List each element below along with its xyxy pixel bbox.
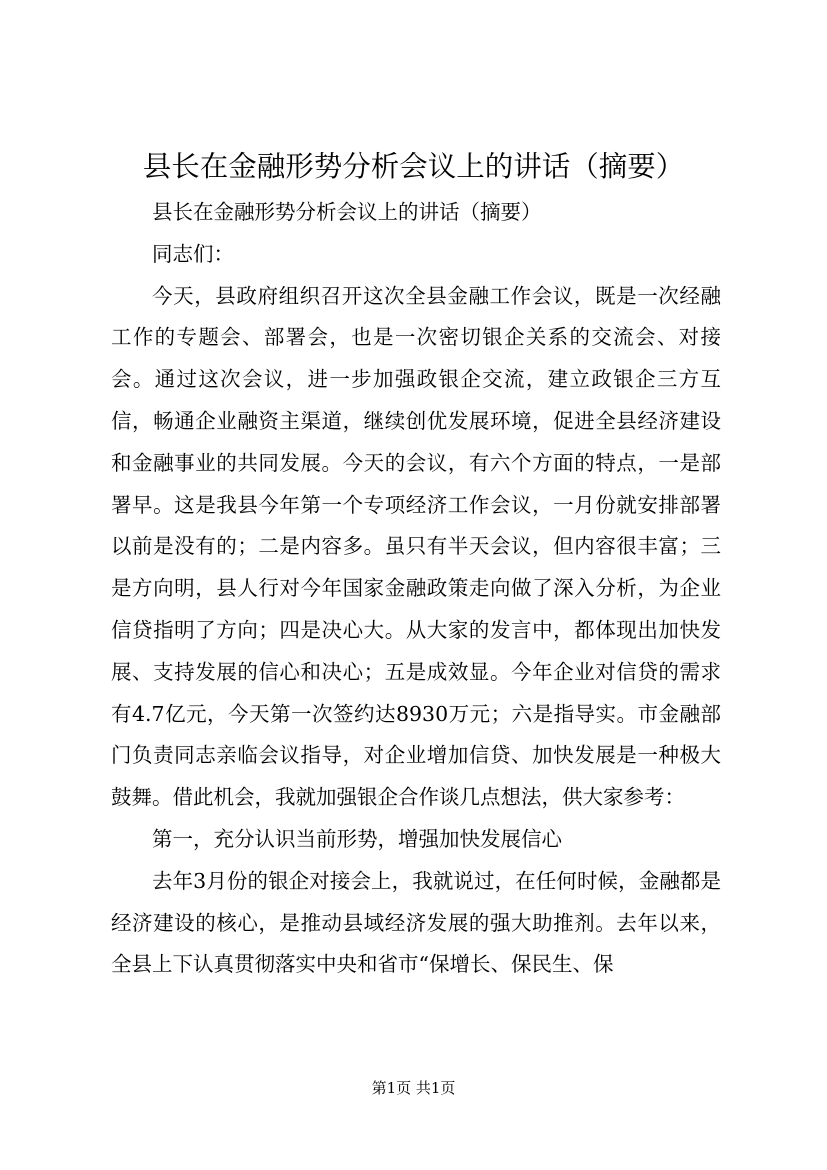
document-title: 县长在金融形势分析会议上的讲话（摘要） xyxy=(142,150,685,183)
document-body xyxy=(111,192,721,986)
subtitle-paragraph: 县长在金融形势分析会议上的讲话（摘要） xyxy=(152,200,542,224)
page-number-footer: 第1页 共1页 xyxy=(371,1079,456,1097)
section-heading: 第一，充分认识当前形势，增强加快发展信心 xyxy=(152,826,562,851)
body-paragraph: 去年3月份的银企对接会上，我就说过，在任何时候，金融都是经济建设的核心，是推动县域经济发展的强大助推剂。去年以来，全县上下认真贯彻落实中央和省市“保增长、保民生、保 xyxy=(111,868,721,977)
body-paragraph: 今天，县政府组织召开这次全县金融工作会议，既是一次经融工作的专题会、部署会，也是一次密切银企关系的交流会、对接会。通过这次会议，进一步加强政银企交流，建立政银企三方互信，畅通企业融资主渠道，继续创优发展环境，促进全县经济建设和金融事业的共同发展。今天的会议，有六个方面的特点，一是部署早。这是我县今年第一个专项经济工作会议，一月份就安排部署以前是没有的；二是内容多。虽只有半天会议，但内容很丰富；三是方向明，县人行对今年国家金融政策走向做了深入分析，为企业信贷指明了方向；四是决心大。从大家的发言中，都体现出加快发展、支持发展的信心和决心；五是成效显。今年企业对信贷的需求有4.7亿元，今天第一次签约达8930万元；六是指导实。市金融部门负责同志亲临会议指导，对企业增加信贷、加快发展是一种极大鼓舞。借此机会，我就加强银企合作谈几点想法，供大家参考： xyxy=(111,283,721,810)
salutation-paragraph: 同志们： xyxy=(152,241,234,266)
